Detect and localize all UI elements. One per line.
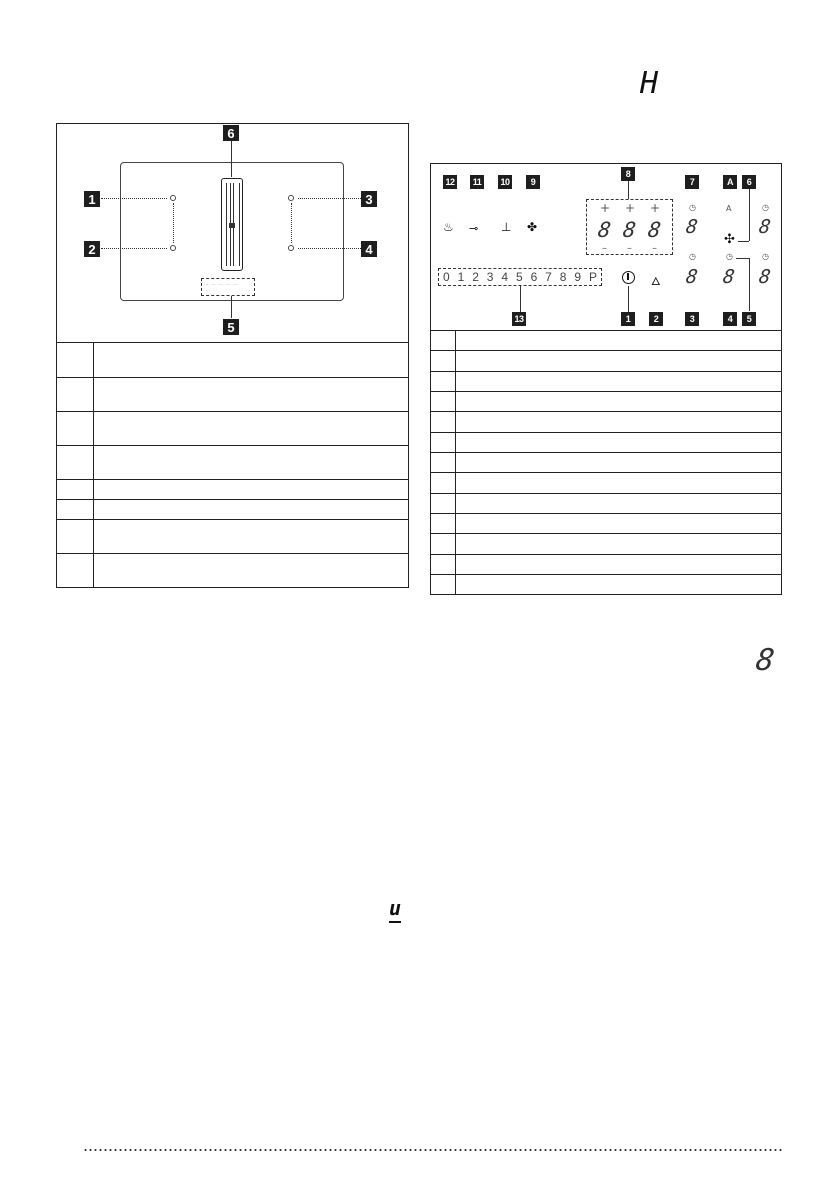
- callout-5: 5: [223, 319, 239, 335]
- table-row: [431, 473, 782, 494]
- table-row: [57, 554, 409, 588]
- callout-10: 10: [498, 175, 512, 189]
- slider-digit[interactable]: 4: [501, 270, 509, 284]
- leader-line: [101, 198, 167, 199]
- leader-line: [628, 286, 629, 312]
- callout-5: 5: [742, 312, 756, 326]
- slider-digit[interactable]: 3: [486, 270, 494, 284]
- callout-3: 3: [361, 191, 377, 207]
- zone-marker-2: [170, 245, 176, 251]
- callout-1: 1: [84, 191, 100, 207]
- control-strip: [201, 278, 255, 296]
- leader-line: [298, 248, 361, 249]
- slider-digit[interactable]: 8: [559, 270, 567, 284]
- footer-dotted-rule: [83, 1149, 783, 1151]
- fan-icon[interactable]: ✣: [724, 232, 735, 247]
- leader-line: [749, 258, 750, 311]
- table-row: [431, 433, 782, 453]
- slider-digit[interactable]: 9: [574, 270, 582, 284]
- zone-display-2: 8: [621, 218, 638, 242]
- slider-digit[interactable]: 2: [472, 270, 479, 284]
- zone-marker-3: [288, 195, 294, 201]
- table-row: [431, 555, 782, 575]
- pot-icon[interactable]: ♨: [443, 220, 454, 234]
- flame-icon[interactable]: 🜂: [651, 275, 661, 288]
- callout-7: 7: [685, 175, 699, 189]
- table-row: [57, 343, 409, 378]
- minus-button-2[interactable]: –: [627, 243, 632, 254]
- plus-button-3[interactable]: +: [650, 201, 661, 215]
- table-row: [57, 500, 409, 520]
- table-row: [431, 372, 782, 392]
- table-row: [431, 412, 782, 433]
- slider-digit[interactable]: 6: [530, 270, 538, 284]
- leader-line: [736, 258, 749, 259]
- minus-button-1[interactable]: –: [602, 243, 607, 254]
- table-row: [431, 494, 782, 514]
- callout-8: 8: [621, 167, 635, 181]
- table-row: [57, 520, 409, 554]
- timer-icon[interactable]: ◷: [689, 252, 696, 261]
- callout-6: 6: [223, 125, 239, 141]
- slider-digit[interactable]: 7: [545, 270, 552, 284]
- table-row: [431, 514, 782, 534]
- segment-display-symbol: 8: [753, 643, 777, 678]
- timer-display-top: 8: [684, 216, 700, 238]
- callout-2: 2: [84, 241, 100, 257]
- leader-line: [738, 241, 749, 242]
- bridge-icon[interactable]: ✤: [527, 220, 538, 234]
- callout-13: 13: [512, 312, 526, 326]
- extractor-vent: [221, 178, 243, 271]
- timer-icon[interactable]: ◷: [762, 252, 769, 261]
- leader-line: [101, 248, 167, 249]
- table-row: [431, 331, 782, 351]
- zone-marker-1: [170, 195, 176, 201]
- table-row: [57, 412, 409, 446]
- table-row: [431, 534, 782, 555]
- timer-display-right-top: 8: [757, 216, 773, 238]
- timer-icon[interactable]: ◷: [762, 203, 769, 212]
- residual-heat-letter: u: [389, 896, 402, 920]
- fan-timer-display: 8: [721, 266, 737, 288]
- plus-button-1[interactable]: +: [600, 201, 611, 215]
- timer-icon[interactable]: ◷: [689, 203, 696, 212]
- leader-line: [749, 189, 750, 241]
- timer-display-bottom: 8: [684, 266, 700, 288]
- stop-icon[interactable]: ⊥: [501, 220, 512, 234]
- right-legend-table: [430, 330, 782, 595]
- table-row: [57, 446, 409, 480]
- residual-heat-symbol: [389, 896, 403, 926]
- callout-11: 11: [470, 175, 484, 189]
- callout-A: A: [723, 175, 737, 189]
- callout-4: 4: [723, 312, 737, 326]
- leader-line: [298, 198, 361, 199]
- timer-display-right-bottom: 8: [757, 266, 773, 288]
- table-row: [431, 453, 782, 473]
- left-legend-table: [56, 342, 409, 588]
- callout-4: 4: [361, 241, 377, 257]
- table-row: [57, 378, 409, 412]
- zone-display-3: 8: [646, 218, 663, 242]
- power-icon[interactable]: [622, 271, 635, 284]
- callout-6: 6: [742, 175, 756, 189]
- leader-line: [173, 203, 174, 243]
- callout-2: 2: [649, 312, 663, 326]
- table-row: [57, 480, 409, 500]
- slider-digit[interactable]: P: [588, 270, 597, 284]
- minus-button-3[interactable]: –: [652, 243, 657, 254]
- leader-line: [291, 203, 292, 243]
- callout-1: 1: [621, 312, 635, 326]
- leader-line: [231, 141, 232, 177]
- leader-line: [520, 286, 521, 312]
- slider-digit[interactable]: 1: [457, 270, 465, 284]
- header-segment-symbol: H: [640, 66, 659, 101]
- zone-display-1: 8: [596, 218, 613, 242]
- callout-12: 12: [443, 175, 457, 189]
- slider-digit[interactable]: 0: [443, 270, 450, 284]
- callout-9: 9: [526, 175, 540, 189]
- leader-line: [231, 296, 232, 318]
- timer-icon[interactable]: ◷: [726, 252, 733, 261]
- plus-button-2[interactable]: +: [625, 201, 636, 215]
- slider-digit[interactable]: 5: [515, 270, 523, 284]
- callout-3: 3: [685, 312, 699, 326]
- key-lock-icon[interactable]: ⊸: [469, 222, 479, 235]
- auto-button[interactable]: A: [726, 204, 732, 213]
- leader-line: [628, 181, 629, 199]
- table-row: [431, 575, 782, 595]
- power-slider[interactable]: [438, 268, 602, 286]
- table-row: [431, 351, 782, 372]
- control-strip-marks: ⋯ ⋯ ⋯ ⋯ ⋯: [204, 282, 239, 287]
- zone-marker-4: [288, 245, 294, 251]
- table-row: [431, 392, 782, 412]
